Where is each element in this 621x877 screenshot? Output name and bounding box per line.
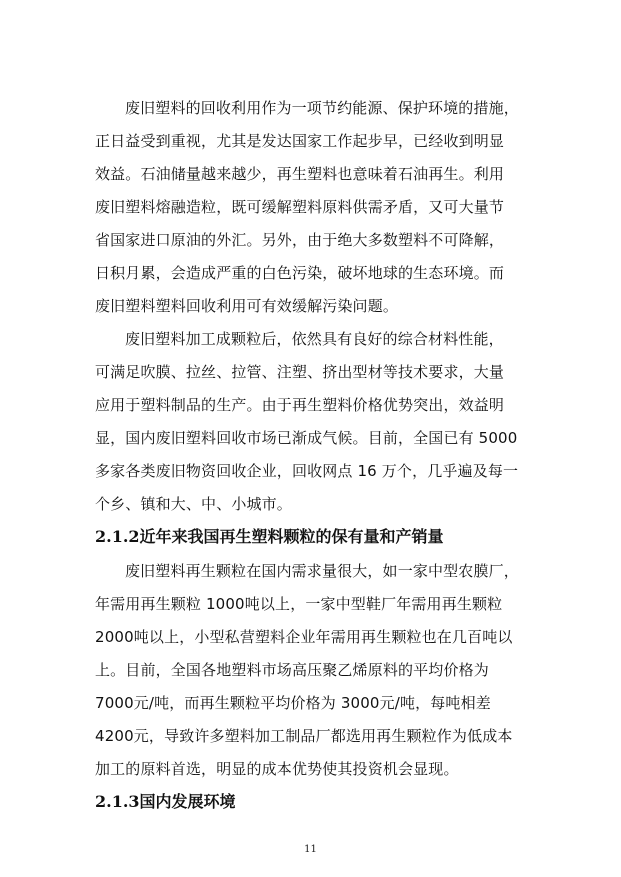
paragraph-3-line-7: 加工的原料首选，明显的成本优势使其投资机会显现。 [95,760,459,778]
paragraph-3-line-4: 上。目前，全国各地塑料市场高压聚乙烯原料的平均价格为 [95,661,489,679]
paragraph-1-line-7: 废旧塑料塑料回收利用可有效缓解污染问题。 [95,297,399,315]
paragraph-3-line-5: 7000元/吨，而再生颗粒平均价格为 3000元/吨，每吨相差 [95,694,491,712]
section-heading-2-1-2: 2.1.2近年来我国再生塑料颗粒的保有量和产销量 [95,527,444,546]
page-number: 11 [304,844,317,855]
paragraph-2-line-2: 可满足吹膜、拉丝、拉管、注塑、挤出型材等技术要求，大量 [95,363,505,381]
paragraph-1-line-3: 效益。石油储量越来越少，再生塑料也意味着石油再生。利用 [95,165,505,183]
paragraph-1-line-2: 正日益受到重视，尤其是发达国家工作起步早，已经收到明显 [95,132,505,150]
paragraph-1-line-5: 省国家进口原油的外汇。另外，由于绝大多数塑料不可降解， [95,231,505,249]
paragraph-2-line-4: 显，国内废旧塑料回收市场已渐成气候。目前，全国已有 5000 [95,429,518,447]
paragraph-3-line-3: 2000吨以上，小型私营塑料企业年需用再生颗粒也在几百吨以 [95,628,513,646]
paragraph-1-line-4: 废旧塑料熔融造粒，既可缓解塑料原料供需矛盾，又可大量节 [95,198,505,216]
paragraph-3-line-2: 年需用再生颗粒 1000吨以上，一家中型鞋厂年需用再生颗粒 [95,595,503,613]
paragraph-1-line-1: 废旧塑料的回收利用作为一项节约能源、保护环境的措施， [125,99,519,117]
paragraph-2-line-3: 应用于塑料制品的生产。由于再生塑料价格优势突出，效益明 [95,396,505,414]
paragraph-2-line-5: 多家各类废旧物资回收企业，回收网点 16 万个，几乎遍及每一 [95,462,519,480]
paragraph-1-line-6: 日积月累，会造成严重的白色污染，破坏地球的生态环境。而 [95,264,505,282]
section-heading-2-1-3: 2.1.3国内发展环境 [95,792,236,811]
paragraph-2-line-6: 个乡、镇和大、中、小城市。 [95,495,292,513]
paragraph-3-line-1: 废旧塑料再生颗粒在国内需求量很大，如一家中型农膜厂， [125,562,519,580]
paragraph-3-line-6: 4200元，导致许多塑料加工制品厂都选用再生颗粒作为低成本 [95,727,513,745]
paragraph-2-line-1: 废旧塑料加工成颗粒后，依然具有良好的综合材料性能， [125,330,504,348]
